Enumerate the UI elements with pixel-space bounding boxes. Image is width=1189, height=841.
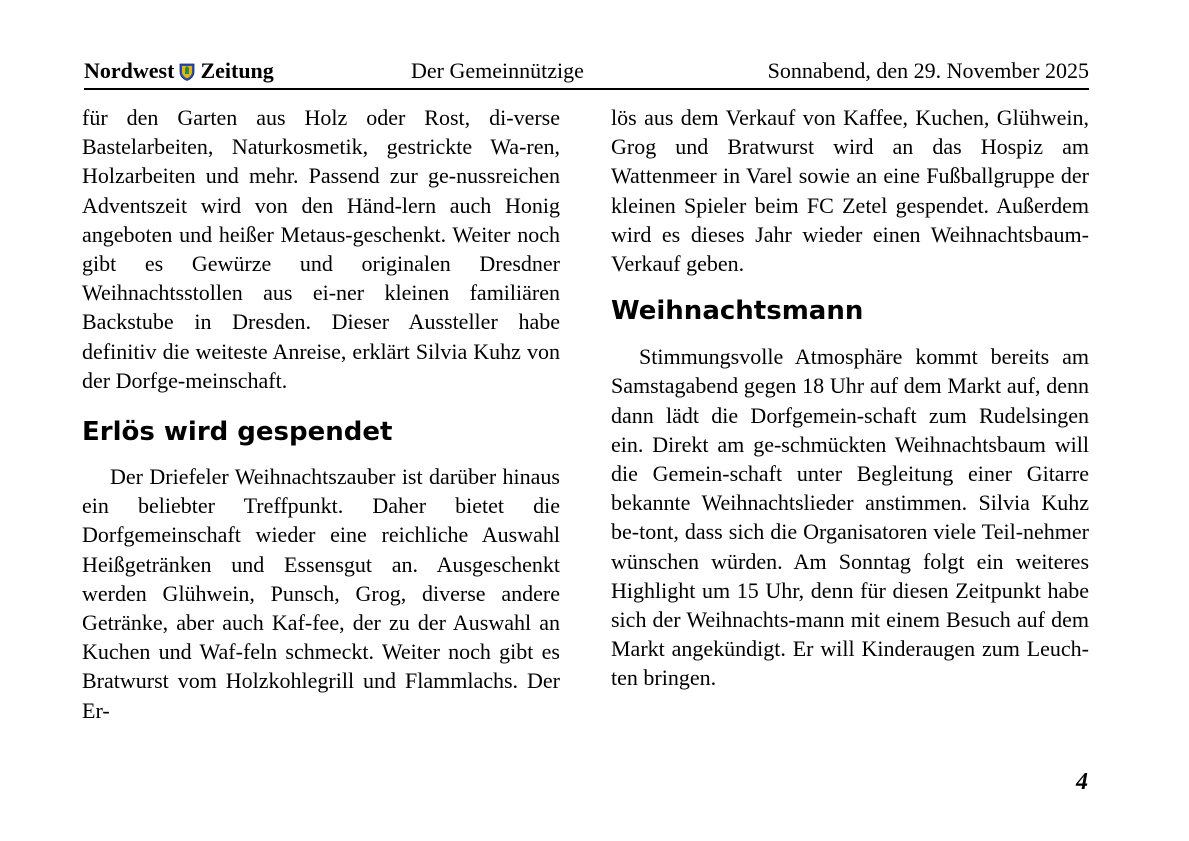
coat-of-arms-icon (179, 63, 195, 81)
section-heading: Erlös wird gespendet (82, 417, 393, 448)
page-header (84, 56, 1089, 90)
article-column-left (82, 103, 560, 725)
page-number: 4 (1076, 769, 1088, 795)
article-paragraph: für den Garten aus Holz oder Rost, di-verse Bastelarbeiten, Naturkosmetik, gestrickte Wa-ren, Holzarbeiten und mehr. Passend zur ge-nussreichen Adventszeit wird von den Händ-lern auch Honig angeboten und heißer Metaus-geschenkt. Weiter noch gibt es Gewürze und originalen Dresdner Weihnachtsstollen aus ei-ner kleinen familiären Backstube in Dresden. Dieser Aussteller habe definitiv die weiteste Anreise, erklärt Silvia Kuhz von der Dorfge-meinschaft. (82, 105, 560, 393)
section-heading: Weihnachtsmann (611, 296, 864, 327)
article-paragraph: Der Driefeler Weihnachtszauber ist darüber hinaus ein beliebter Treffpunkt. Daher bietet die Dorfgemeinschaft wieder eine reichliche Auswahl Heißgetränken und Essensgut an. Ausgeschenkt werden Glühwein, Punsch, Grog, diverse andere Getränke, aber auch Kaf-fee, der zu der Auswahl an Kuchen und Waf-feln schmeckt. Weiter noch gibt es Bratwurst vom Holzkohlegrill und Flammlachs. Der Er- (82, 464, 560, 723)
article-paragraph: lös aus dem Verkauf von Kaffee, Kuchen, Glühwein, Grog und Bratwurst wird an das Hospiz am Wattenmeer in Varel sowie an eine Fußballgruppe der kleinen Spieler beim FC Zetel gespendet. Außerdem wird es dieses Jahr wieder einen Weihnachtsbaum-Verkauf geben. (611, 105, 1089, 277)
article-paragraph: Stimmungsvolle Atmosphäre kommt bereits am Samstagabend gegen 18 Uhr auf dem Markt auf, denn dann lädt die Dorfgemein-schaft zum Rudelsingen ein. Direkt am ge-schmückten Weihnachtsbaum will die Gemein-schaft unter Begleitung einer Gitarre bekannte Weihnachtslieder anstimmen. Silvia Kuhz be-tont, dass sich die Organisatoren viele Teil-nehmer wünschen würden. Am Sonntag folgt ein weiteres Highlight um 15 Uhr, denn für diesen Zeitpunkt habe sich der Weihnachts-mann mit einem Besuch auf dem Markt angekündigt. Er will Kinderaugen zum Leuch-ten bringen. (611, 344, 1089, 691)
brand-name-right: Zeitung (200, 58, 274, 83)
article-column-right (611, 103, 1089, 693)
brand-name-left: Nordwest (84, 58, 175, 83)
newspaper-brand (84, 58, 274, 84)
issue-date: Sonnabend, den 29. November 2025 (767, 58, 1089, 83)
section-title: Der Gemeinnützige (411, 58, 584, 83)
